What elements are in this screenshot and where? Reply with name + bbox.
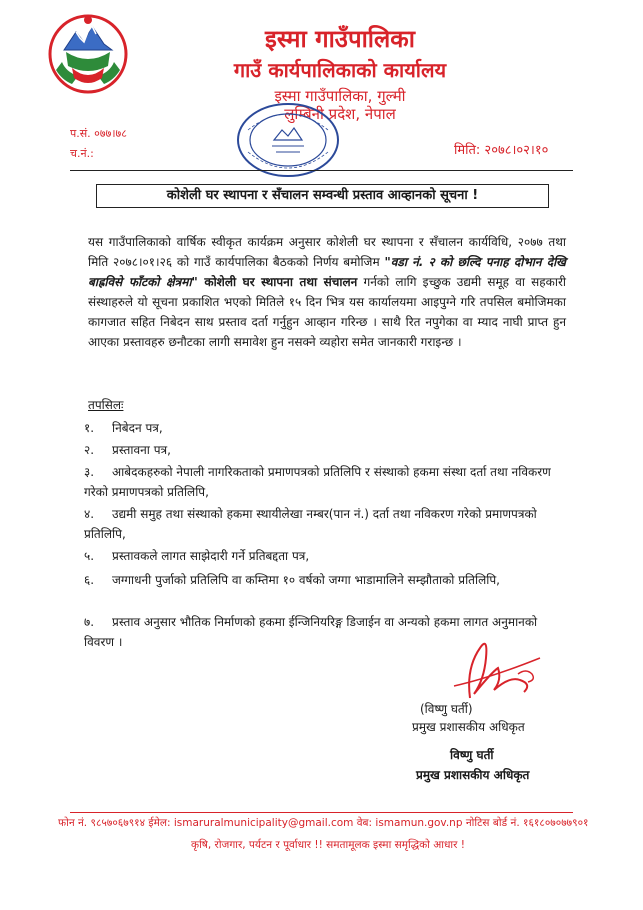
notice-body bbox=[88, 232, 566, 352]
footer-slogan: कृषि, रोजगार, पर्यटन र पूर्वाधार !! समतामूलक इस्मा समृद्धिको आधार ! bbox=[191, 839, 465, 851]
body-text-2: गर्नको लागि इच्छुक उद्यमी समूह वा सहकारी संस्थाहरुले यो सूचना प्रकाशित भएको मितिले १५ दिन भित्र यस कार्यालयमा आइपुग्ने गरि तपसिल बमोजिमका कागजात सहित निबेदन साथ प्रस्ताव दर्ता गर्नुहुन आव्हान गरिन्छ । साथै रित नपुगेका वा म्याद नाघी प्राप्त हुन आएका प्रस्तावहरु छनौटका लागी समावेश हुन नसक्ने व्यहोरा समेत जानकारी गराइन्छ । bbox=[88, 275, 567, 349]
list-item-number: ३. bbox=[84, 465, 95, 479]
body-location: "वडा नं. २ को छल्दि पनाह दोभान देखि बाह्रविसे फाँटको क्षेत्रमा" bbox=[88, 255, 566, 289]
signatory-role: प्रमुख प्रशासकीय अधिकृत bbox=[412, 720, 525, 734]
list-item-text: प्रस्तावकले लागत साझेदारी गर्ने प्रतिबद्दता पत्र, bbox=[112, 549, 310, 563]
list-item-text: प्रस्ताव अनुसार भौतिक निर्माणको हकमा ईन्जिनियरिङ्ग डिजाईन वा अन्यको हकमा लागत अनुमानको विवरण । bbox=[84, 615, 538, 649]
dispatch-number: च.नं.: bbox=[70, 147, 94, 160]
list-item-text: आबेदकहरुको नेपाली नागरिकताको प्रमाणपत्रको प्रतिलिपि र संस्थाको हकमा संस्था दर्ता तथा नविकरण गरेको प्रमाणपत्रको प्रतिलिपि, bbox=[84, 465, 551, 499]
signatory-name: विष्णु घर्ती bbox=[450, 748, 494, 762]
reference-number: प.सं. ०७७।७८ bbox=[70, 127, 127, 140]
list-item-number: ५. bbox=[84, 549, 95, 563]
list-item bbox=[84, 418, 554, 438]
office-address: इस्मा गाउँपालिका, गुल्मी bbox=[274, 87, 406, 105]
official-stamp-icon bbox=[234, 100, 342, 180]
list-item bbox=[84, 462, 554, 502]
list-item bbox=[84, 504, 554, 544]
list-item-text: प्रस्तावना पत्र, bbox=[112, 443, 171, 457]
office-name: इस्मा गाउँपालिका bbox=[265, 25, 415, 53]
list-item-text: निबेदन पत्र, bbox=[112, 421, 163, 435]
list-item-number: ७. bbox=[84, 615, 95, 629]
office-province: लुम्बिनी प्रदेश, नेपाल bbox=[284, 105, 396, 123]
list-item-number: ४. bbox=[84, 507, 95, 521]
list-item-number: २. bbox=[84, 443, 95, 457]
list-heading: तपसिलः bbox=[88, 398, 124, 412]
notice-date: मिति: २०७८।०२।१० bbox=[454, 143, 549, 158]
body-subject: कोशेली घर स्थापना तथा संचालन bbox=[197, 275, 358, 289]
list-item-text: उद्यमी समुह तथा संस्थाको हकमा स्थायीलेखा नम्बर(पान नं.) दर्ता तथा नविकरण गरेको प्रमाणपत्रको प्रतिलिपि, bbox=[84, 507, 537, 541]
signatory-role-stamp: प्रमुख प्रशासकीय अधिकृत bbox=[416, 768, 530, 782]
footer-divider bbox=[70, 812, 573, 813]
office-subtitle: गाउँ कार्यपालिकाको कार्यालय bbox=[233, 58, 447, 82]
body-text-1: यस गाउँपालिकाको वार्षिक स्वीकृत कार्यक्रम अनुसार कोशेली घर स्थापना र सँचालन कार्यविधि, २०७७ तथा मिति २०७८।०१।२६ को गाउँ कार्यपालिका बैठकको निर्णय बमोजिम bbox=[88, 235, 566, 269]
notice-title: कोशेली घर स्थापना र सँचालन सम्वन्धी प्रस्ताव आव्हानको सूचना ! bbox=[96, 184, 549, 208]
list-item bbox=[84, 570, 554, 590]
list-item-number: १. bbox=[84, 421, 95, 435]
list-item bbox=[84, 440, 554, 460]
list-item bbox=[84, 546, 554, 566]
header-divider bbox=[70, 170, 573, 171]
signatory-name-bracketed: (विष्णु घर्ती) bbox=[420, 702, 473, 716]
footer-contact: फोन नं. ९८५७०६७९१४ ईमेल: ismaruralmunicipality@gmail.com वेब: ismamun.gov.np नोटिस बोर्ड नं. १६१८०७०७७९०१ bbox=[58, 817, 589, 829]
nepal-emblem-icon bbox=[42, 10, 134, 100]
list-item-text: जग्गाधनी पुर्जाको प्रतिलिपि वा कम्तिमा १० वर्षको जग्गा भाडामालिने सम्झौताको प्रतिलिपि, bbox=[112, 573, 500, 587]
list-item-number: ६. bbox=[84, 573, 95, 587]
signature-icon bbox=[440, 628, 550, 708]
